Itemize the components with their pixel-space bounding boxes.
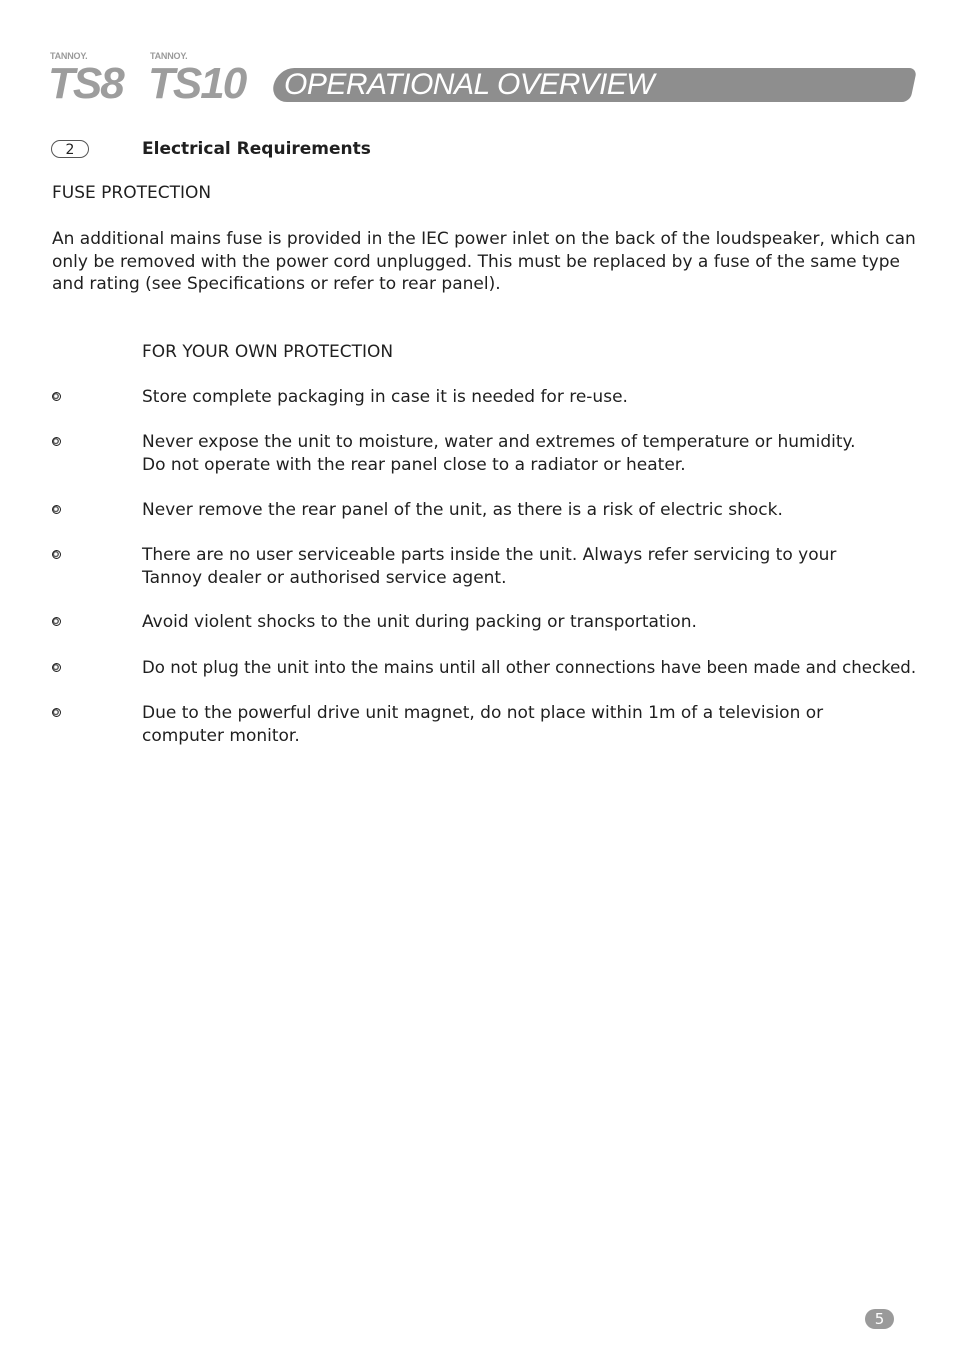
fuse-line: and rating (see Specifications or refer to rear panel).	[52, 274, 501, 294]
list-item: Do not plug the unit into the mains until all other connections have been made and checked.	[142, 658, 917, 677]
bullet-icon	[52, 708, 61, 717]
bullet-icon	[52, 392, 61, 401]
bullet-icon	[52, 663, 61, 672]
list-item: Avoid violent shocks to the unit during packing or transportation.	[142, 612, 697, 632]
section-number-badge: 2	[51, 140, 89, 158]
list-item: Store complete packaging in case it is needed for re-use.	[142, 387, 628, 407]
model-logo-ts10: TS10	[148, 59, 246, 108]
brand-logo-ts10: TANNOY.	[150, 51, 188, 61]
list-item: Never expose the unit to moisture, water and extremes of temperature or humidity. Do not operate with the rear panel close to a radiator or heater.	[142, 432, 856, 475]
brand-logo-ts8: TANNOY.	[50, 51, 88, 61]
fuse-line: An additional mains fuse is provided in the IEC power inlet on the back of the loudspeaker, which can	[52, 229, 916, 249]
page-title: OPERATIONAL OVERVIEW	[284, 68, 655, 101]
list-item: There are no user serviceable parts inside the unit. Always refer servicing to your Tannoy dealer or authorised service agent.	[142, 545, 837, 588]
protection-heading: FOR YOUR OWN PROTECTION	[142, 342, 394, 362]
bullet-icon	[52, 437, 61, 446]
bullet-icon	[52, 617, 61, 626]
section-title: Electrical Requirements	[142, 139, 371, 159]
bullet-icon	[52, 505, 61, 514]
model-logo-ts8: TS8	[48, 59, 123, 108]
list-item: Never remove the rear panel of the unit, as there is a risk of electric shock.	[142, 500, 783, 520]
fuse-line: only be removed with the power cord unplugged. This must be replaced by a fuse of the same type	[52, 251, 900, 272]
fuse-paragraph	[52, 228, 916, 296]
fuse-heading: FUSE PROTECTION	[52, 183, 212, 203]
list-item: Due to the powerful drive unit magnet, do not place within 1m of a television or computer monitor.	[142, 703, 824, 746]
bullet-icon	[52, 550, 61, 559]
page-number: 5	[865, 1309, 894, 1329]
